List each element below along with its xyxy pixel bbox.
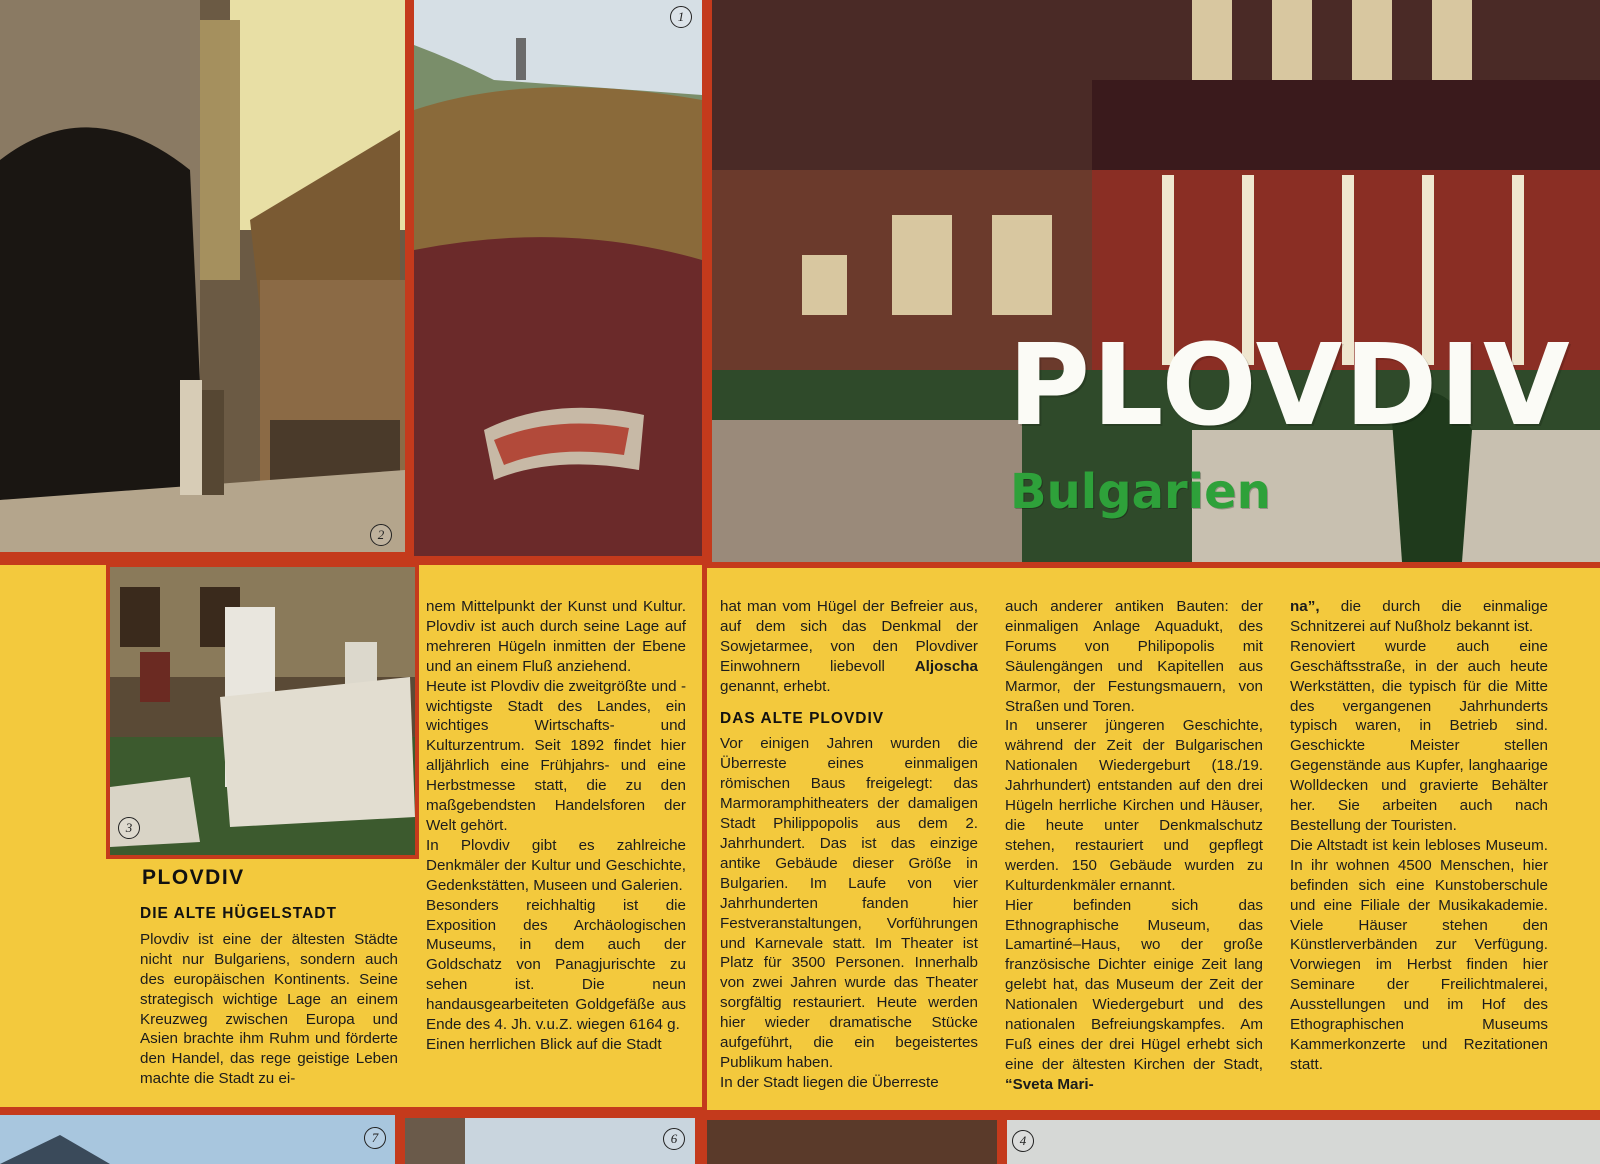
text-column-5: [1290, 597, 1548, 1075]
bold-term: na”,: [1290, 598, 1320, 615]
photo-number: 4: [1012, 1130, 1034, 1152]
photo-bottom-left: [0, 1115, 395, 1164]
section-subtitle: DIE ALTE HÜGELSTADT: [140, 905, 337, 922]
photo-number: 6: [663, 1128, 685, 1150]
bold-term: Aljoscha: [914, 657, 978, 675]
paragraph: Renoviert wurde auch eine Geschäftsstraße, in der auch heute Werkstätten, die typisch für die Mitte des vergangenen Jahrhunderts typisch waren, in Betrieb sind. Geschickte Meister stellen Gegenstände aus Kupfer, langhaarige Wolldecken und gravierte Behälter her. Sie arbeiten auch nach Bestellung der Touristen.: [1290, 637, 1548, 834]
paragraph: In der Stadt liegen die Überreste: [720, 1073, 939, 1091]
photo-bottom-right: [707, 1120, 1600, 1164]
paragraph: Hier befinden sich das Ethnographische Museum, das Lamartiné–Haus, wo der große französische Dichter einige Zeit lang gelebt hat, das Museum der Zeit der Nationalen Wiedergeburt und des nationalen Befreiungskampfes. Am Fuß eines der drei Hügel erhebt sich eine der ältesten Kirchen der Stadt, “Sveta Mari-: [1005, 896, 1263, 1093]
paragraph: Heute ist Plovdiv die zweitgrößte und -wichtigste Stadt des Landes, ein wichtiges Wirtschafts- und Kulturzentrum. Seit 1892 findet hier alljährlich eine Frühjahrs- und eine Herbstmesse statt, die zu den maßgebendsten Handelsforen der Welt gehört.: [426, 677, 686, 834]
paragraph: hat man vom Hügel der Befreier aus, auf dem sich das Denkmal der Sowjetarmee, von den Plovdiver Einwohnern liebevoll Aljoscha genannt, erhebt.: [720, 598, 978, 695]
paragraph: Die Altstadt ist kein lebloses Museum. In ihr wohnen 4500 Menschen, hier befinden sich eine Kunstoberschule und eine Filiale der Musikakademie. Viele Häuser stehen den Künstlerverbänden zur Verfügung. Vorwiegen im Herbst finden hier Seminare der Freilichtmalerei, Ausstellungen und im Hof des Ethographischen Museums Kammerkonzerte und Rezitationen statt.: [1290, 836, 1548, 1073]
cover-title: PLOVDIV: [1008, 321, 1572, 451]
paragraph: In Plovdiv gibt es zahlreiche Denkmäler der Kultur und Geschichte, Gedenkstätten, Museen und Galerien.: [426, 836, 686, 894]
paragraph: Vor einigen Jahren wurden die Überreste eines einmaligen römischen Baus freigelegt: das Marmoramphitheaters der damaligen Stadt Philippopolis aus dem 2. Jahrhundert. Das ist das einzige antike Gebäude dieser Größe in Bulgarien. Im Laufe von vier Jahrhunderten fanden hier Festveranstaltungen, Vorführungen und Karnevale statt. Im Theater ist Platz für 3500 Personen. Innerhalb von zwei Jahren wurde das Theater sorgfältig restauriert. Heute werden hier wieder dramatische Stücke aufgeführt, die ein begeistertes Publikum haben.: [720, 735, 978, 1071]
paragraph: auch anderer antiken Bauten: der einmaligen Anlage Aquadukt, des Forums von Philipopolis mit Säulengängen und Kapitellen aus Marmor, der Festungsmauern, von Straßen und Toren.: [1005, 598, 1263, 715]
bold-term: “Sveta Mari-: [1005, 1075, 1094, 1093]
paragraph: Einen herrlichen Blick auf die Stadt: [426, 1035, 662, 1053]
photo-bottom-middle: [405, 1118, 695, 1164]
photo-old-town-gate: [0, 0, 405, 552]
text-column-2: [426, 597, 686, 1055]
cover-subtitle: Bulgarien: [1010, 464, 1271, 520]
photo-roman-ruins: [106, 563, 419, 859]
photo-hill-monument: [414, 0, 702, 556]
photo-number: 3: [118, 817, 140, 839]
photo-number: 2: [370, 524, 392, 546]
text-column-1: [140, 904, 398, 1089]
text-column-3: [720, 597, 978, 1093]
paragraph: na”, die durch die einmalige Schnitzerei auf Nußholz bekannt ist.: [1290, 598, 1548, 635]
paragraph: Plovdiv ist eine der ältesten Städte nicht nur Bulgariens, sondern auch des europäischen Kontinents. Seine strategisch wichtige Lage an einem Kreuzweg zwischen Europa und Asien brachte ihm Ruhm und förderte den Handel, das rege geistige Leben machte die Stadt zu ei-: [140, 930, 398, 1088]
paragraph: nem Mittelpunkt der Kunst und Kultur. Plovdiv ist auch durch seine Lage auf mehreren Hügeln inmitten der Ebene und an einem Fluß anziehend.: [426, 598, 686, 675]
paragraph: Besonders reichhaltig ist die Exposition des Archäologischen Museums, in dem auch der Goldschatz von Panagjurischte zu sehen ist. Die neun handausgearbeiteten Goldgefäße aus Ende des 4. Jh. v.u.Z. wiegen 6164 g.: [426, 896, 686, 1034]
section-heading: DAS ALTE PLOVDIV: [720, 709, 885, 727]
photo-number: 7: [364, 1127, 386, 1149]
text-column-4: [1005, 597, 1263, 1095]
section-title: PLOVDIV: [142, 866, 245, 889]
photo-number: 1: [670, 6, 692, 28]
paragraph: In unserer jüngeren Geschichte, während der Zeit der Bulgarischen Nationalen Wiedergeburt (18./19. Jahrhundert) entstanden auf den drei Hügeln herrliche Kirchen und Häuser, die heute unter Denkmalschutz stehen, restauriert und gepflegt werden. 150 Gebäude wurden zu Kulturdenkmäler ernannt.: [1005, 717, 1263, 894]
